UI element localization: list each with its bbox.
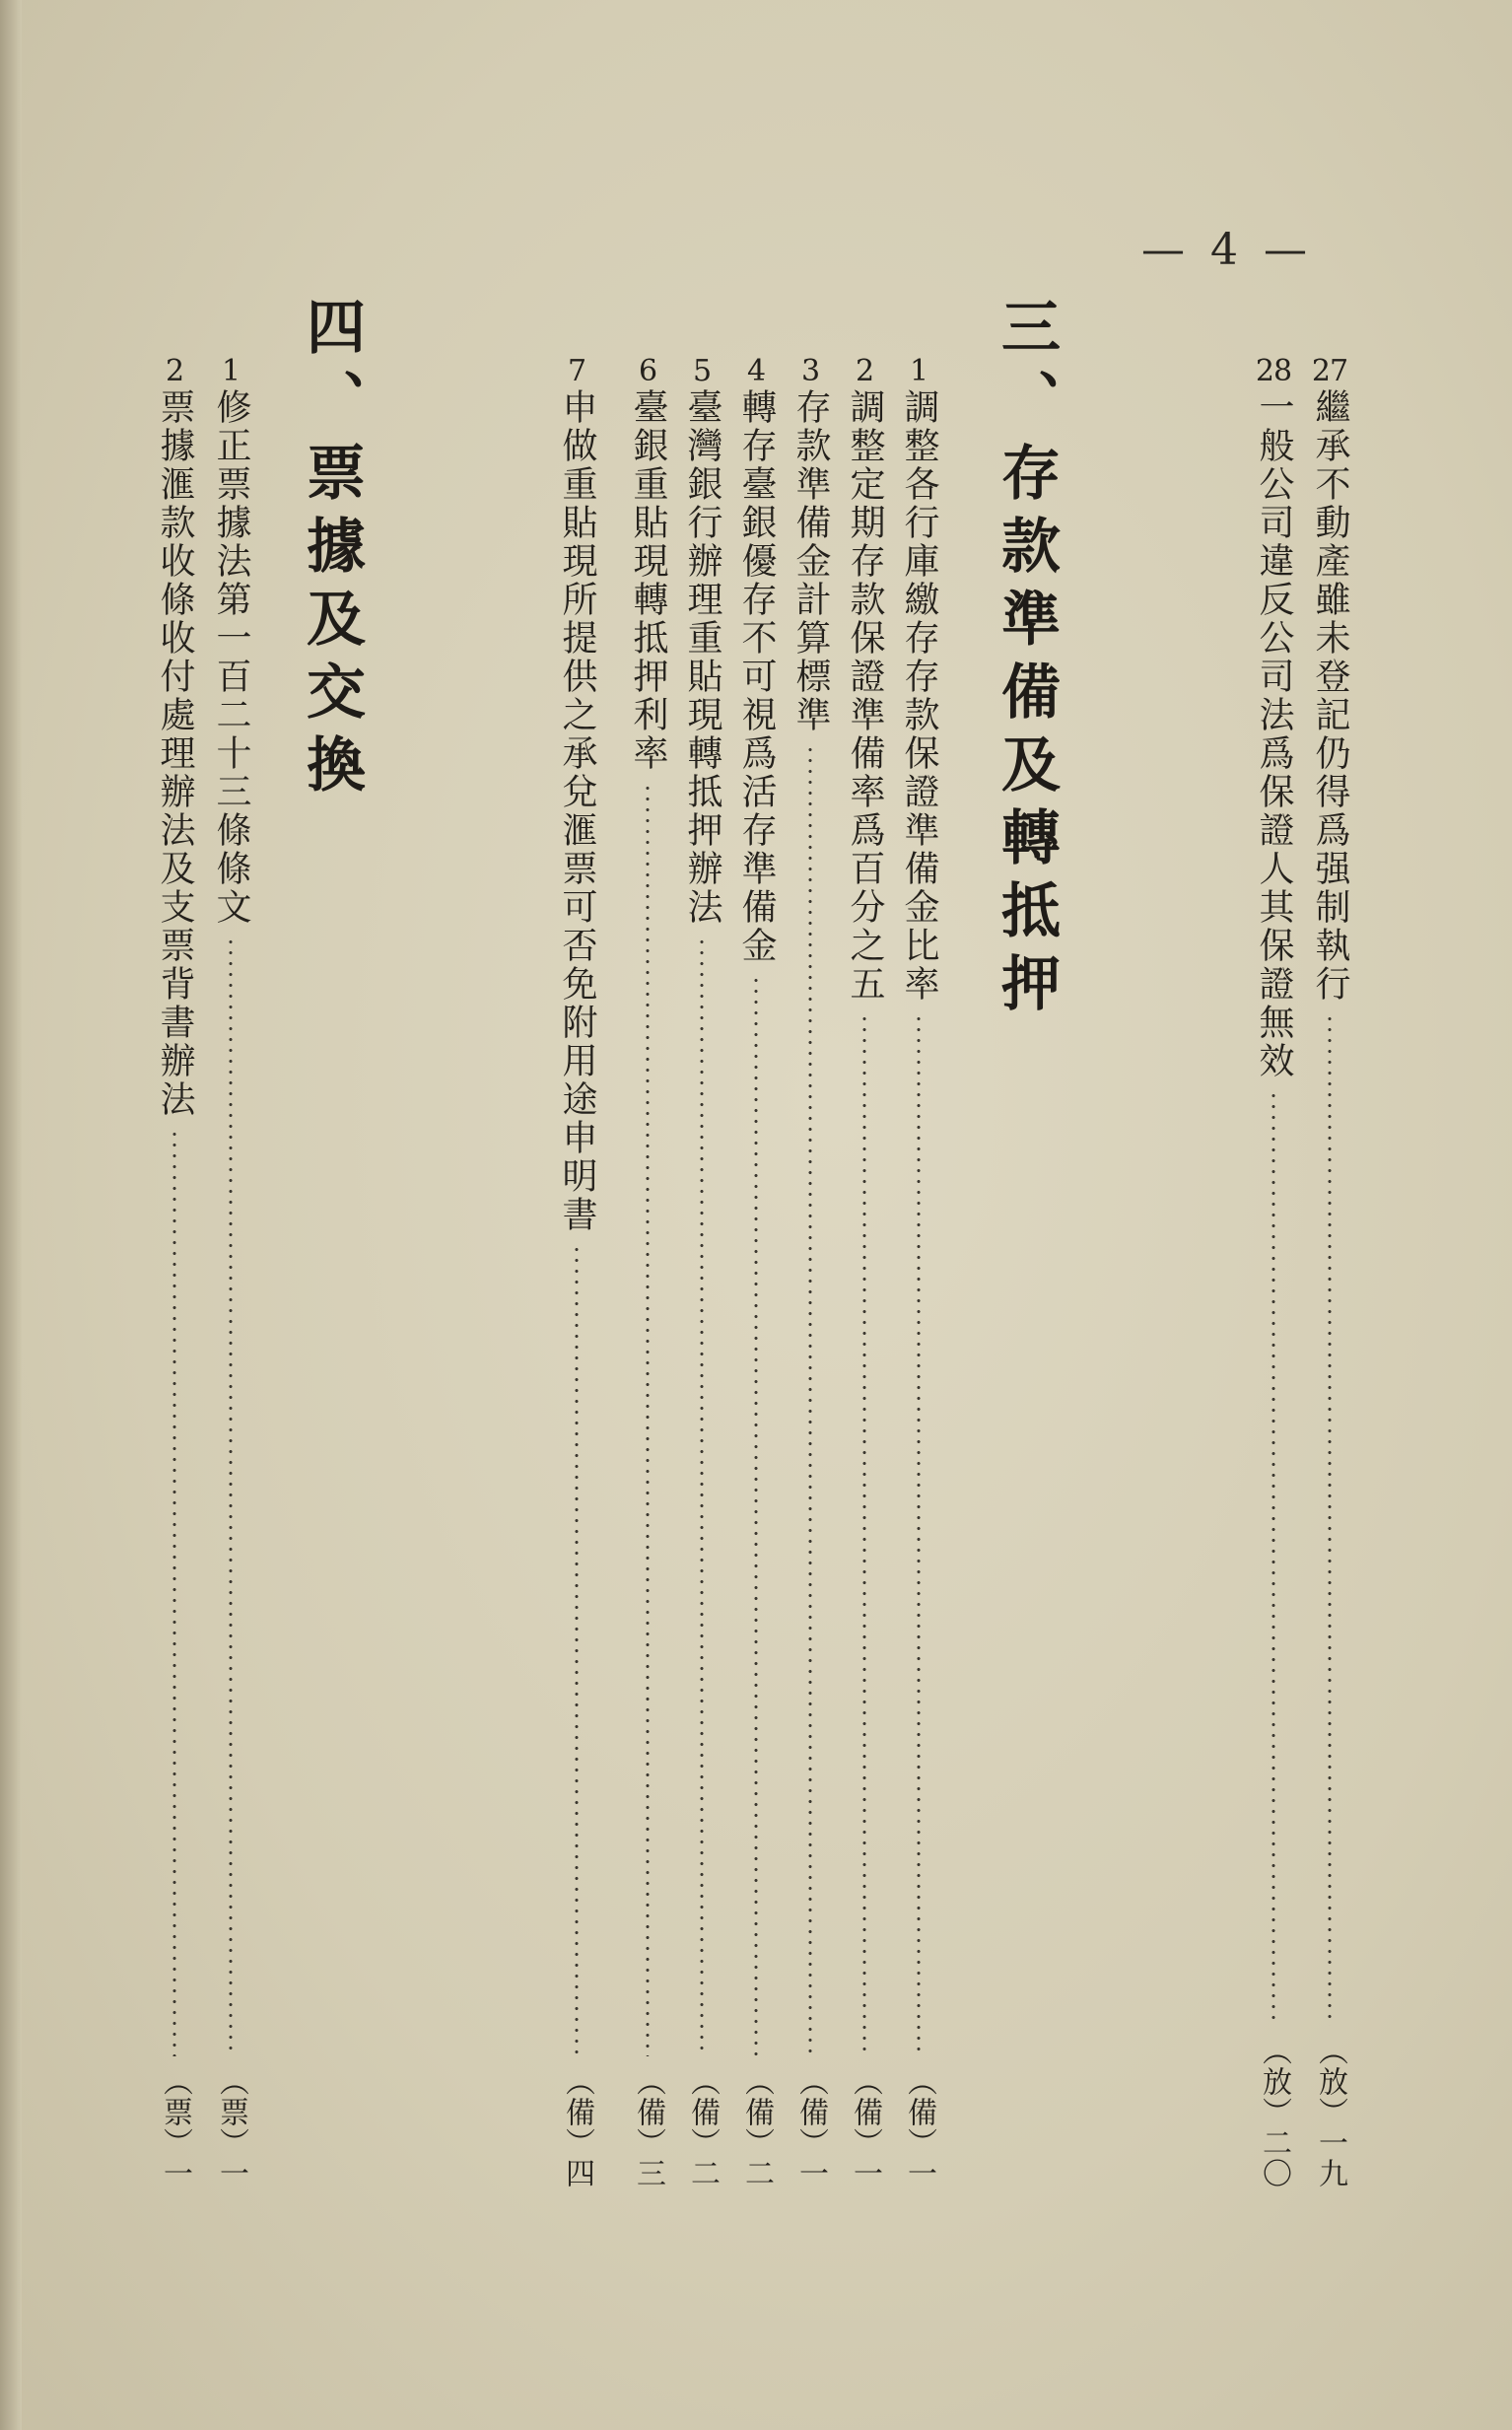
toc-entry[interactable] (897, 355, 940, 2188)
toc-entry[interactable] (1252, 355, 1295, 2188)
entry-number: 3 (800, 354, 820, 388)
toc-entry[interactable] (789, 355, 832, 2188)
entry-page-ref: （放）二〇 (1257, 2036, 1291, 2188)
entry-title: 申做重貼現所提供之承兌滙票可否免附用途申明書 (557, 388, 597, 1234)
entry-number: 1 (221, 354, 241, 388)
entry-title: 票據滙款收條收付處理辦法及支票背書辦法 (155, 388, 195, 1119)
dot-leader (229, 937, 233, 2056)
entry-page-ref: （備）四 (560, 2066, 594, 2188)
entry-page-ref: （放）一九 (1313, 2036, 1347, 2188)
entry-number: 2 (855, 354, 874, 388)
dot-leader (575, 1244, 579, 2056)
section-heading-bills-and-clearing: 四、票據及交換 (297, 296, 366, 806)
entry-number: 2 (165, 354, 184, 388)
entry-page-ref: （備）一 (848, 2066, 882, 2188)
dot-leader (1271, 1090, 1275, 2026)
toc-entry[interactable] (1308, 355, 1351, 2188)
entry-number: 1 (909, 354, 928, 388)
bleed-through-text (1212, 355, 1242, 1242)
toc-entry[interactable] (626, 355, 669, 2188)
entry-title: 繼承不動產雖未登記仍得爲强制執行 (1310, 388, 1350, 1004)
page-number: — 4 — (1141, 225, 1313, 275)
entry-number: 6 (638, 354, 657, 388)
toc-entry[interactable] (153, 355, 196, 2188)
toc-entry[interactable] (209, 355, 252, 2188)
dot-leader (1328, 1013, 1332, 2026)
page-spine-shadow (0, 0, 22, 2430)
bleed-through-text (1134, 355, 1163, 1242)
entry-title: 一般公司違反公司法爲保證人其保證無效 (1254, 388, 1294, 1080)
toc-entry[interactable] (843, 355, 886, 2188)
entry-number: 28 (1255, 354, 1292, 388)
entry-number: 5 (692, 354, 712, 388)
entry-number: 4 (746, 354, 766, 388)
entry-title: 臺灣銀行辦理重貼現轉抵押辦法 (682, 388, 722, 927)
entry-page-ref: （備）一 (902, 2066, 936, 2188)
toc-entry[interactable] (555, 355, 598, 2188)
dot-leader (754, 975, 758, 2056)
dot-leader (862, 1013, 866, 2056)
toc-entry[interactable] (680, 355, 723, 2188)
dot-leader (808, 744, 812, 2056)
entry-page-ref: （備）一 (793, 2066, 828, 2188)
entry-page-ref: （票）一 (214, 2066, 248, 2188)
entry-title: 修正票據法第一百二十三條條文 (211, 388, 251, 927)
entry-title: 存款準備金計算標準 (790, 388, 831, 734)
entry-page-ref: （備）二 (739, 2066, 774, 2188)
entry-page-ref: （票）一 (158, 2066, 192, 2188)
entry-page-ref: （備）二 (685, 2066, 720, 2188)
entry-number: 7 (567, 354, 586, 388)
entry-title: 調整定期存款保證準備率爲百分之五 (845, 388, 885, 1004)
dot-leader (646, 783, 650, 2056)
entry-title: 臺銀重貼現轉抵押利率 (628, 388, 668, 773)
dot-leader (172, 1129, 176, 2056)
toc-entry[interactable] (734, 355, 778, 2188)
section-heading-deposit-reserve: 三、存款準備及轉抵押 (992, 296, 1061, 1025)
entry-page-ref: （備）三 (631, 2066, 665, 2188)
dot-leader (700, 937, 704, 2056)
entry-title: 轉存臺銀優存不可視爲活存準備金 (736, 388, 777, 965)
entry-title: 調整各行庫繳存存款保證準備金比率 (899, 388, 939, 1004)
dot-leader (917, 1013, 921, 2056)
entry-number: 27 (1311, 354, 1348, 388)
